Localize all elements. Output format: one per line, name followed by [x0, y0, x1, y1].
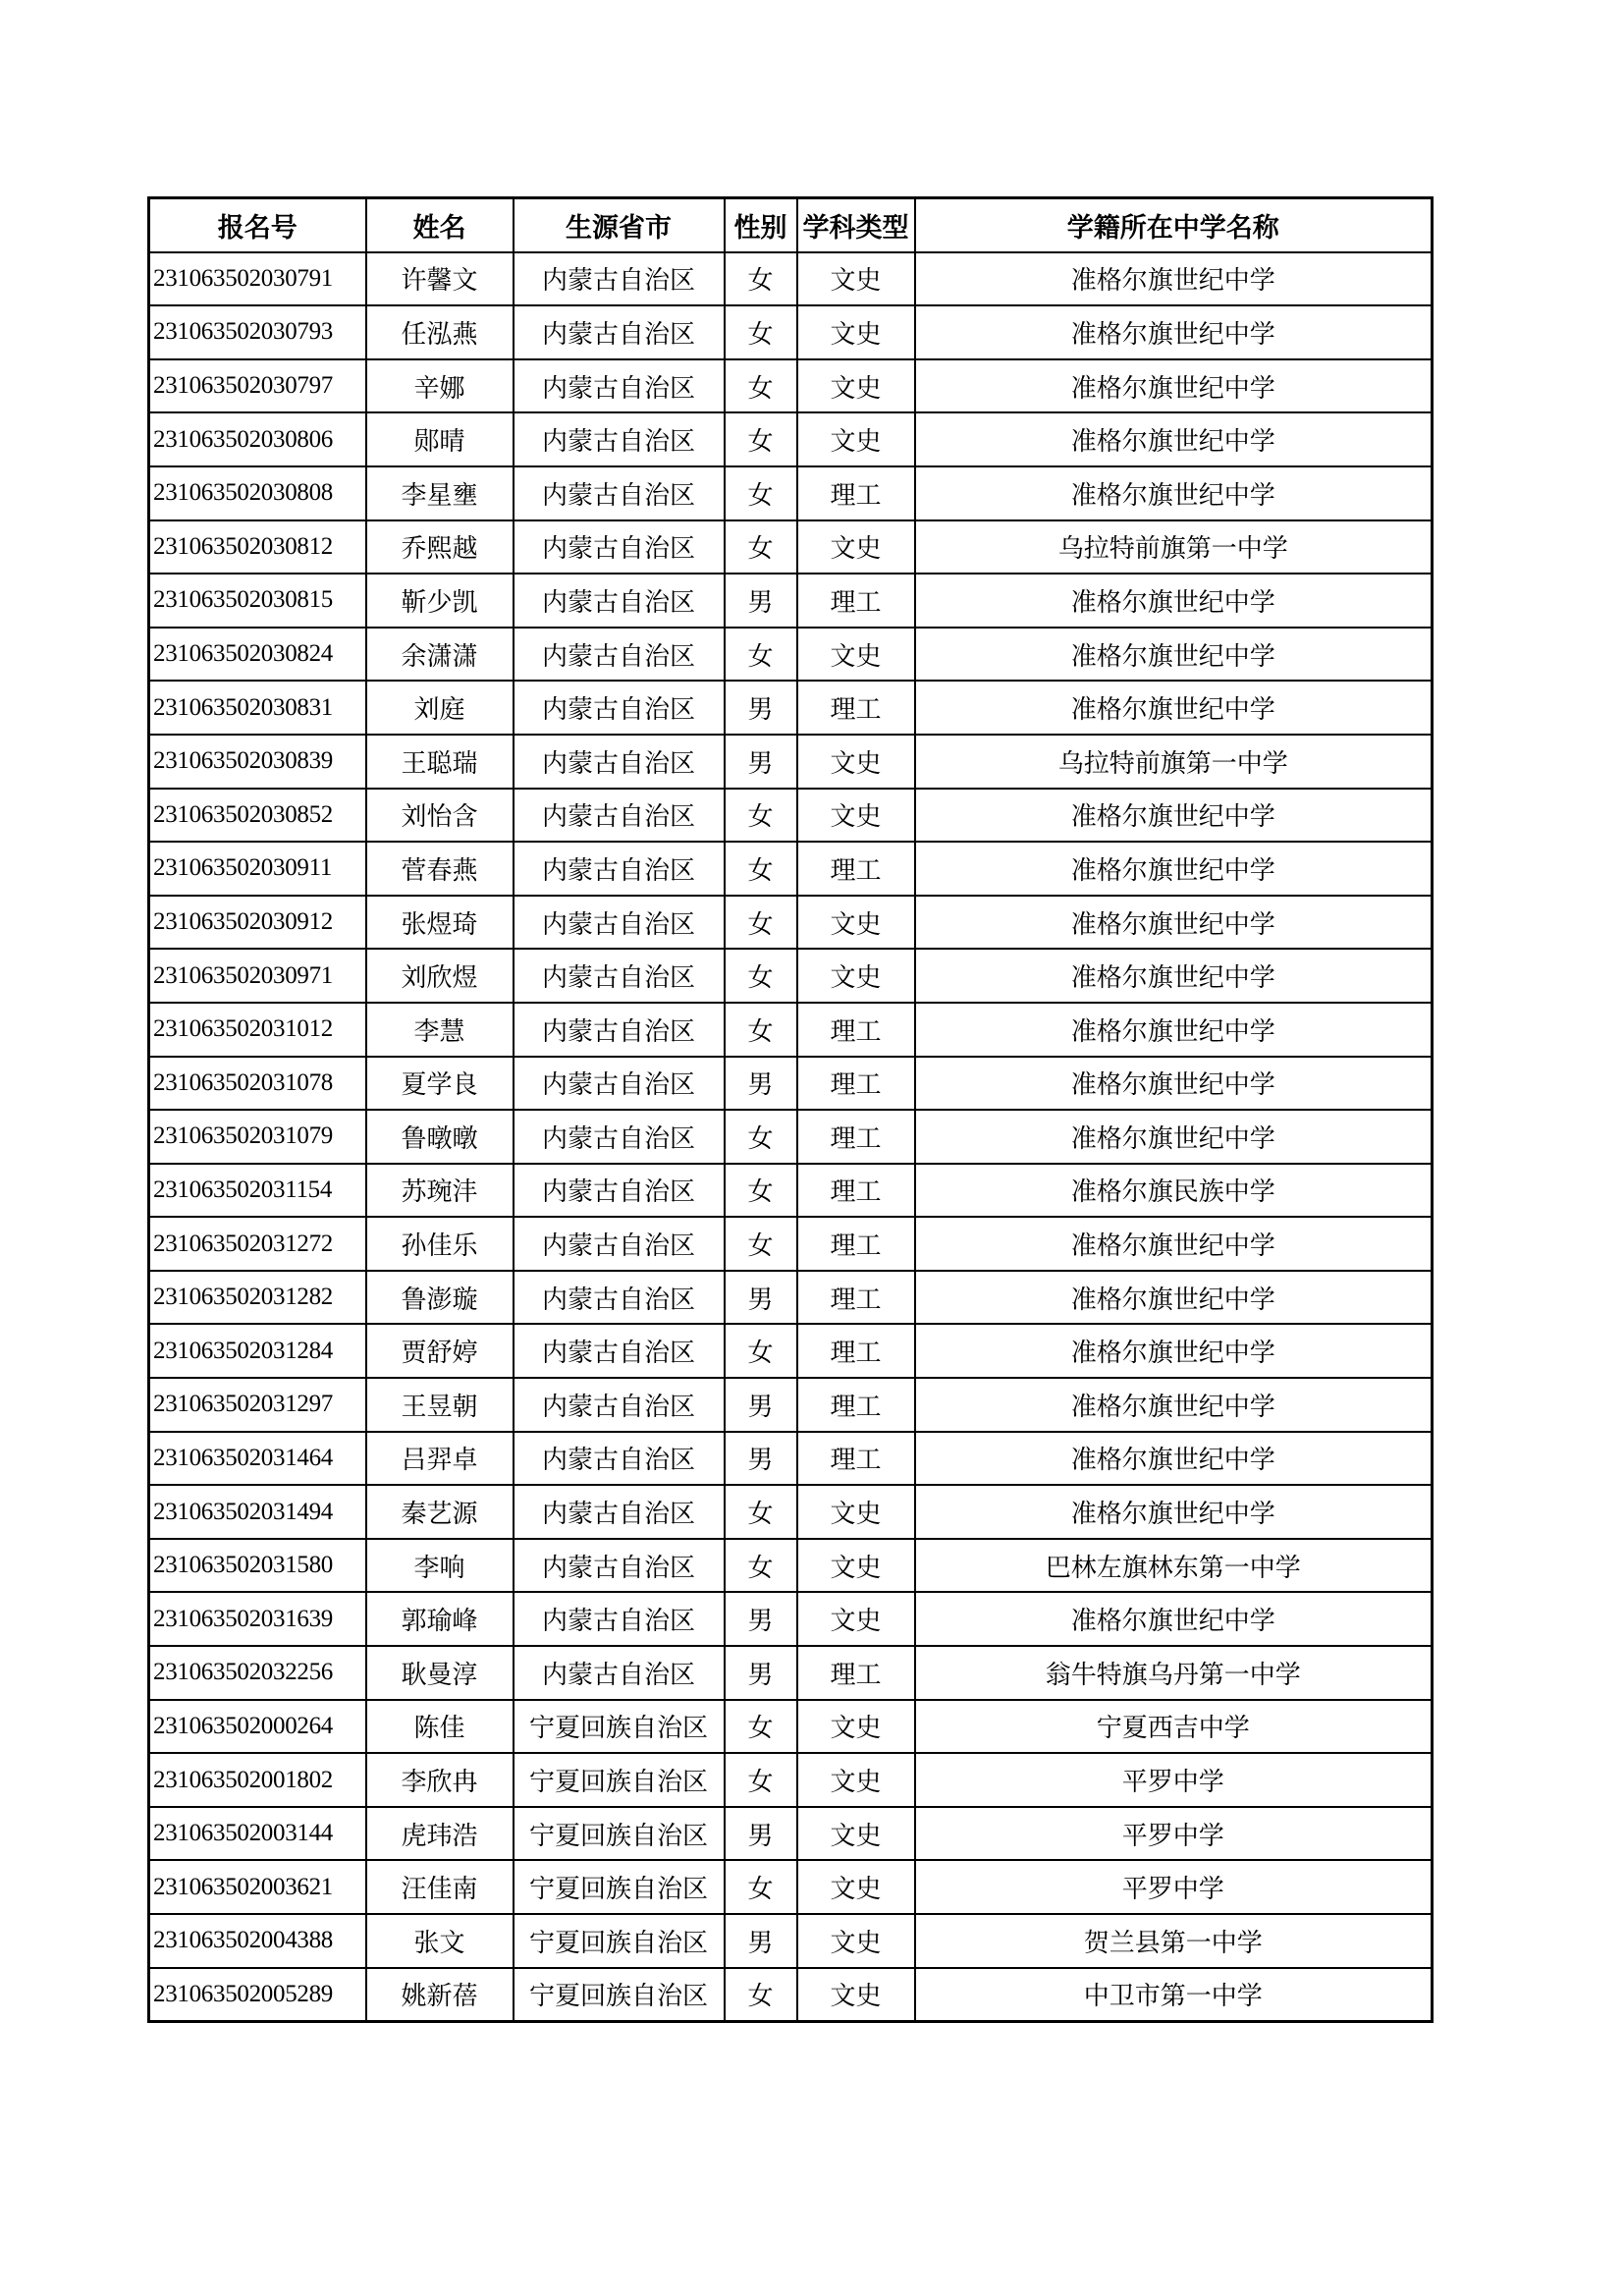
source-province-cell: 内蒙古自治区	[514, 1057, 725, 1111]
name-cell: 李慧	[366, 1003, 514, 1057]
subject-type-cell: 理工	[797, 1057, 915, 1111]
header-name: 姓名	[366, 198, 514, 252]
registration-number-cell: 231063502031284	[149, 1324, 366, 1378]
registration-number-cell: 231063502030824	[149, 628, 366, 682]
subject-type-cell: 文史	[797, 1539, 915, 1593]
school-name-cell: 准格尔旗世纪中学	[915, 359, 1433, 413]
table-row	[149, 1271, 1433, 1325]
gender-cell: 女	[725, 1860, 797, 1914]
name-cell: 郧晴	[366, 412, 514, 466]
subject-type-cell: 文史	[797, 305, 915, 359]
table-row	[149, 412, 1433, 466]
source-province-cell: 内蒙古自治区	[514, 1110, 725, 1164]
school-name-cell: 乌拉特前旗第一中学	[915, 735, 1433, 789]
subject-type-cell: 理工	[797, 466, 915, 520]
table-row	[149, 466, 1433, 520]
header-registration-number: 报名号	[149, 198, 366, 252]
gender-cell: 男	[725, 1057, 797, 1111]
name-cell: 夏学良	[366, 1057, 514, 1111]
gender-cell: 女	[725, 628, 797, 682]
registration-number-cell: 231063502031282	[149, 1271, 366, 1325]
registration-number-cell: 231063502030812	[149, 520, 366, 574]
subject-type-cell: 文史	[797, 789, 915, 843]
school-name-cell: 宁夏西吉中学	[915, 1700, 1433, 1754]
source-province-cell: 宁夏回族自治区	[514, 1968, 725, 2022]
header-school-name: 学籍所在中学名称	[915, 198, 1433, 252]
registration-number-cell: 231063502031464	[149, 1432, 366, 1486]
source-province-cell: 内蒙古自治区	[514, 520, 725, 574]
school-name-cell: 准格尔旗世纪中学	[915, 412, 1433, 466]
gender-cell: 女	[725, 949, 797, 1003]
gender-cell: 女	[725, 252, 797, 306]
source-province-cell: 内蒙古自治区	[514, 896, 725, 950]
source-province-cell: 内蒙古自治区	[514, 466, 725, 520]
registration-number-cell: 231063502031154	[149, 1164, 366, 1218]
source-province-cell: 内蒙古自治区	[514, 842, 725, 896]
subject-type-cell: 理工	[797, 1110, 915, 1164]
subject-type-cell: 理工	[797, 1324, 915, 1378]
school-name-cell: 准格尔旗世纪中学	[915, 1485, 1433, 1539]
subject-type-cell: 文史	[797, 1807, 915, 1861]
gender-cell: 男	[725, 1432, 797, 1486]
registration-number-cell: 231063502004388	[149, 1914, 366, 1968]
name-cell: 郭瑜峰	[366, 1592, 514, 1646]
gender-cell: 男	[725, 735, 797, 789]
school-name-cell: 乌拉特前旗第一中学	[915, 520, 1433, 574]
gender-cell: 女	[725, 1324, 797, 1378]
subject-type-cell: 文史	[797, 735, 915, 789]
school-name-cell: 贺兰县第一中学	[915, 1914, 1433, 1968]
registration-number-cell: 231063502030839	[149, 735, 366, 789]
subject-type-cell: 理工	[797, 1646, 915, 1700]
table-row	[149, 1753, 1433, 1807]
subject-type-cell: 理工	[797, 842, 915, 896]
source-province-cell: 宁夏回族自治区	[514, 1700, 725, 1754]
registration-number-cell: 231063502031079	[149, 1110, 366, 1164]
name-cell: 李响	[366, 1539, 514, 1593]
name-cell: 乔熙越	[366, 520, 514, 574]
registration-number-cell: 231063502003144	[149, 1807, 366, 1861]
registration-number-cell: 231063502030793	[149, 305, 366, 359]
source-province-cell: 内蒙古自治区	[514, 949, 725, 1003]
source-province-cell: 内蒙古自治区	[514, 628, 725, 682]
registration-number-cell: 231063502030797	[149, 359, 366, 413]
gender-cell: 女	[725, 1539, 797, 1593]
subject-type-cell: 文史	[797, 252, 915, 306]
subject-type-cell: 文史	[797, 1485, 915, 1539]
school-name-cell: 准格尔旗世纪中学	[915, 1217, 1433, 1271]
gender-cell: 女	[725, 466, 797, 520]
gender-cell: 男	[725, 1646, 797, 1700]
subject-type-cell: 理工	[797, 681, 915, 735]
gender-cell: 女	[725, 305, 797, 359]
table-row	[149, 1378, 1433, 1432]
source-province-cell: 内蒙古自治区	[514, 681, 725, 735]
registration-number-cell: 231063502030808	[149, 466, 366, 520]
table-row	[149, 1432, 1433, 1486]
subject-type-cell: 文史	[797, 412, 915, 466]
name-cell: 许馨文	[366, 252, 514, 306]
header-row	[149, 198, 1433, 252]
gender-cell: 女	[725, 359, 797, 413]
name-cell: 李星壅	[366, 466, 514, 520]
table-row	[149, 949, 1433, 1003]
name-cell: 菅春燕	[366, 842, 514, 896]
table-row	[149, 1646, 1433, 1700]
source-province-cell: 宁夏回族自治区	[514, 1753, 725, 1807]
subject-type-cell: 文史	[797, 359, 915, 413]
source-province-cell: 内蒙古自治区	[514, 1003, 725, 1057]
school-name-cell: 准格尔旗世纪中学	[915, 949, 1433, 1003]
table-row	[149, 789, 1433, 843]
subject-type-cell: 理工	[797, 1378, 915, 1432]
name-cell: 吕羿卓	[366, 1432, 514, 1486]
source-province-cell: 内蒙古自治区	[514, 1592, 725, 1646]
school-name-cell: 准格尔旗世纪中学	[915, 1324, 1433, 1378]
school-name-cell: 中卫市第一中学	[915, 1968, 1433, 2022]
gender-cell: 女	[725, 789, 797, 843]
name-cell: 张文	[366, 1914, 514, 1968]
gender-cell: 女	[725, 842, 797, 896]
table-row	[149, 1807, 1433, 1861]
name-cell: 李欣冉	[366, 1753, 514, 1807]
table-row	[149, 1324, 1433, 1378]
gender-cell: 女	[725, 520, 797, 574]
school-name-cell: 准格尔旗世纪中学	[915, 1592, 1433, 1646]
school-name-cell: 准格尔旗世纪中学	[915, 1057, 1433, 1111]
school-name-cell: 准格尔旗世纪中学	[915, 1432, 1433, 1486]
name-cell: 任泓燕	[366, 305, 514, 359]
table-row	[149, 628, 1433, 682]
source-province-cell: 内蒙古自治区	[514, 412, 725, 466]
source-province-cell: 内蒙古自治区	[514, 1324, 725, 1378]
school-name-cell: 准格尔旗世纪中学	[915, 1110, 1433, 1164]
header-subject-type: 学科类型	[797, 198, 915, 252]
school-name-cell: 准格尔旗世纪中学	[915, 252, 1433, 306]
source-province-cell: 内蒙古自治区	[514, 1646, 725, 1700]
header-gender: 性别	[725, 198, 797, 252]
name-cell: 鲁暾暾	[366, 1110, 514, 1164]
source-province-cell: 内蒙古自治区	[514, 1378, 725, 1432]
admission-list-table	[147, 196, 1434, 2023]
gender-cell: 女	[725, 1003, 797, 1057]
name-cell: 王聪瑞	[366, 735, 514, 789]
school-name-cell: 平罗中学	[915, 1860, 1433, 1914]
gender-cell: 女	[725, 412, 797, 466]
name-cell: 秦艺源	[366, 1485, 514, 1539]
registration-number-cell: 231063502030911	[149, 842, 366, 896]
subject-type-cell: 文史	[797, 1860, 915, 1914]
subject-type-cell: 文史	[797, 520, 915, 574]
table-row	[149, 681, 1433, 735]
name-cell: 余潇潇	[366, 628, 514, 682]
table-row	[149, 359, 1433, 413]
source-province-cell: 宁夏回族自治区	[514, 1914, 725, 1968]
subject-type-cell: 文史	[797, 896, 915, 950]
school-name-cell: 翁牛特旗乌丹第一中学	[915, 1646, 1433, 1700]
name-cell: 靳少凯	[366, 574, 514, 628]
header-source-province: 生源省市	[514, 198, 725, 252]
table-row	[149, 1164, 1433, 1218]
subject-type-cell: 理工	[797, 1164, 915, 1218]
gender-cell: 男	[725, 574, 797, 628]
registration-number-cell: 231063502031078	[149, 1057, 366, 1111]
source-province-cell: 内蒙古自治区	[514, 1432, 725, 1486]
school-name-cell: 准格尔旗世纪中学	[915, 789, 1433, 843]
registration-number-cell: 231063502031580	[149, 1539, 366, 1593]
subject-type-cell: 理工	[797, 1003, 915, 1057]
gender-cell: 男	[725, 1378, 797, 1432]
subject-type-cell: 文史	[797, 1700, 915, 1754]
source-province-cell: 内蒙古自治区	[514, 305, 725, 359]
table-row	[149, 520, 1433, 574]
name-cell: 汪佳南	[366, 1860, 514, 1914]
registration-number-cell: 231063502030912	[149, 896, 366, 950]
table-row	[149, 1485, 1433, 1539]
school-name-cell: 准格尔旗世纪中学	[915, 1378, 1433, 1432]
source-province-cell: 内蒙古自治区	[514, 1164, 725, 1218]
registration-number-cell: 231063502031272	[149, 1217, 366, 1271]
school-name-cell: 准格尔旗民族中学	[915, 1164, 1433, 1218]
school-name-cell: 平罗中学	[915, 1807, 1433, 1861]
registration-number-cell: 231063502003621	[149, 1860, 366, 1914]
school-name-cell: 平罗中学	[915, 1753, 1433, 1807]
source-province-cell: 内蒙古自治区	[514, 1271, 725, 1325]
name-cell: 刘庭	[366, 681, 514, 735]
name-cell: 张煜琦	[366, 896, 514, 950]
table-row	[149, 1057, 1433, 1111]
table-row	[149, 842, 1433, 896]
subject-type-cell: 理工	[797, 574, 915, 628]
name-cell: 苏琬沣	[366, 1164, 514, 1218]
subject-type-cell: 文史	[797, 1592, 915, 1646]
name-cell: 刘欣煜	[366, 949, 514, 1003]
gender-cell: 女	[725, 1164, 797, 1218]
table-row	[149, 305, 1433, 359]
gender-cell: 女	[725, 1968, 797, 2022]
source-province-cell: 内蒙古自治区	[514, 789, 725, 843]
name-cell: 王昱朝	[366, 1378, 514, 1432]
source-province-cell: 内蒙古自治区	[514, 1217, 725, 1271]
source-province-cell: 内蒙古自治区	[514, 574, 725, 628]
subject-type-cell: 文史	[797, 1968, 915, 2022]
subject-type-cell: 文史	[797, 1753, 915, 1807]
name-cell: 孙佳乐	[366, 1217, 514, 1271]
gender-cell: 女	[725, 1110, 797, 1164]
registration-number-cell: 231063502032256	[149, 1646, 366, 1700]
school-name-cell: 准格尔旗世纪中学	[915, 305, 1433, 359]
gender-cell: 女	[725, 1700, 797, 1754]
subject-type-cell: 文史	[797, 949, 915, 1003]
registration-number-cell: 231063502030791	[149, 252, 366, 306]
school-name-cell: 准格尔旗世纪中学	[915, 842, 1433, 896]
name-cell: 刘怡含	[366, 789, 514, 843]
subject-type-cell: 文史	[797, 1914, 915, 1968]
name-cell: 鲁澎璇	[366, 1271, 514, 1325]
registration-number-cell: 231063502031297	[149, 1378, 366, 1432]
gender-cell: 男	[725, 1592, 797, 1646]
name-cell: 虎玮浩	[366, 1807, 514, 1861]
registration-number-cell: 231063502030852	[149, 789, 366, 843]
school-name-cell: 准格尔旗世纪中学	[915, 1003, 1433, 1057]
subject-type-cell: 理工	[797, 1432, 915, 1486]
table-row	[149, 1217, 1433, 1271]
school-name-cell: 准格尔旗世纪中学	[915, 1271, 1433, 1325]
gender-cell: 女	[725, 1217, 797, 1271]
source-province-cell: 宁夏回族自治区	[514, 1860, 725, 1914]
source-province-cell: 内蒙古自治区	[514, 1485, 725, 1539]
name-cell: 耿曼淳	[366, 1646, 514, 1700]
school-name-cell: 准格尔旗世纪中学	[915, 466, 1433, 520]
registration-number-cell: 231063502000264	[149, 1700, 366, 1754]
gender-cell: 男	[725, 1914, 797, 1968]
source-province-cell: 内蒙古自治区	[514, 359, 725, 413]
registration-number-cell: 231063502031012	[149, 1003, 366, 1057]
name-cell: 姚新蓓	[366, 1968, 514, 2022]
registration-number-cell: 231063502030831	[149, 681, 366, 735]
name-cell: 辛娜	[366, 359, 514, 413]
source-province-cell: 内蒙古自治区	[514, 252, 725, 306]
table-body	[149, 252, 1433, 2022]
table-row	[149, 1003, 1433, 1057]
school-name-cell: 巴林左旗林东第一中学	[915, 1539, 1433, 1593]
gender-cell: 男	[725, 1807, 797, 1861]
school-name-cell: 准格尔旗世纪中学	[915, 574, 1433, 628]
school-name-cell: 准格尔旗世纪中学	[915, 681, 1433, 735]
gender-cell: 男	[725, 681, 797, 735]
registration-number-cell: 231063502005289	[149, 1968, 366, 2022]
subject-type-cell: 文史	[797, 628, 915, 682]
gender-cell: 女	[725, 1753, 797, 1807]
gender-cell: 女	[725, 896, 797, 950]
registration-number-cell: 231063502031639	[149, 1592, 366, 1646]
table-row	[149, 1592, 1433, 1646]
source-province-cell: 宁夏回族自治区	[514, 1807, 725, 1861]
gender-cell: 女	[725, 1485, 797, 1539]
table-row	[149, 1539, 1433, 1593]
table-row	[149, 1860, 1433, 1914]
name-cell: 陈佳	[366, 1700, 514, 1754]
subject-type-cell: 理工	[797, 1271, 915, 1325]
registration-number-cell: 231063502031494	[149, 1485, 366, 1539]
table-row	[149, 252, 1433, 306]
registration-number-cell: 231063502001802	[149, 1753, 366, 1807]
registration-number-cell: 231063502030971	[149, 949, 366, 1003]
table-row	[149, 1700, 1433, 1754]
school-name-cell: 准格尔旗世纪中学	[915, 896, 1433, 950]
source-province-cell: 内蒙古自治区	[514, 1539, 725, 1593]
registration-number-cell: 231063502030806	[149, 412, 366, 466]
table-row	[149, 1110, 1433, 1164]
table-row	[149, 1914, 1433, 1968]
source-province-cell: 内蒙古自治区	[514, 735, 725, 789]
name-cell: 贾舒婷	[366, 1324, 514, 1378]
table-row	[149, 1968, 1433, 2022]
registration-number-cell: 231063502030815	[149, 574, 366, 628]
gender-cell: 男	[725, 1271, 797, 1325]
subject-type-cell: 理工	[797, 1217, 915, 1271]
school-name-cell: 准格尔旗世纪中学	[915, 628, 1433, 682]
table-row	[149, 735, 1433, 789]
table-row	[149, 574, 1433, 628]
table-row	[149, 896, 1433, 950]
